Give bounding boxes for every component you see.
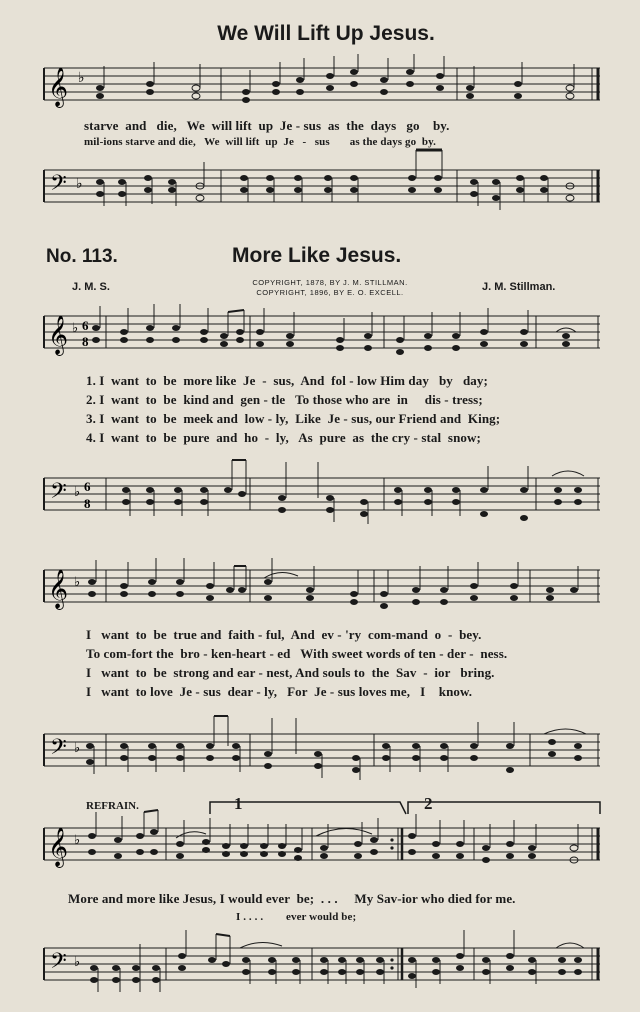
system1-treble-staff: [0, 308, 640, 368]
copyright-line-2: COPYRIGHT, 1896, BY E. O. EXCELL.: [256, 288, 404, 297]
time-signature-bottom: 8: [82, 334, 89, 349]
verse-4-line-1: 4. I want to be pure and ho - ly, As pure as the cry - stal snow;: [86, 430, 481, 445]
time-signature-top: 6: [82, 318, 89, 333]
svg-text:♭: ♭: [74, 955, 81, 970]
top-lyrics-line-1: starve and die, We will lift up Je - sus as the days go by.: [84, 118, 450, 133]
composer: J. M. Stillman.: [482, 281, 556, 293]
refrain-lyrics-line-2: I . . . . ever would be;: [236, 911, 357, 923]
system1-bass-staff: [0, 460, 640, 530]
svg-text:♭: ♭: [74, 833, 81, 848]
words-author: J. M. S.: [72, 281, 110, 293]
svg-text:♭: ♭: [78, 70, 85, 86]
svg-text:𝄢: 𝄢: [50, 735, 67, 765]
svg-text:♭: ♭: [74, 741, 81, 756]
svg-text:𝄢: 𝄢: [50, 171, 67, 201]
svg-text:♭: ♭: [74, 485, 81, 500]
svg-text:𝄢: 𝄢: [50, 949, 67, 979]
verse-2-line-2: To com-fort the bro - ken-heart - ed With sweet words of ten - der - ness.: [86, 646, 508, 661]
hymn-title: More Like Jesus.: [232, 244, 402, 267]
svg-text:♭: ♭: [76, 176, 83, 192]
copyright-line-1: COPYRIGHT, 1878, BY J. M. STILLMAN.: [252, 278, 408, 287]
top-lyrics-line-2: mil-ions starve and die, We will lift up Je - sus as the days go by.: [84, 136, 436, 148]
refrain-lyrics-line-1: More and more like Jesus, I would ever be; . . . My Sav-ior who died for me.: [68, 891, 516, 906]
verse-1-line-2: I want to be true and faith - ful, And ev - 'ry com-mand o - bey.: [86, 627, 482, 642]
hymn-number: No. 113.: [46, 246, 118, 267]
verse-1-line-1: 1. I want to be more like Je - sus, And fol - low Him day by day;: [86, 373, 488, 388]
top-hymn-title: We Will Lift Up Jesus.: [217, 22, 435, 45]
svg-text:♭: ♭: [72, 321, 79, 336]
svg-text:𝄞: 𝄞: [48, 67, 69, 107]
top-bass-staff: [0, 160, 640, 220]
refrain-bass-staff: [0, 926, 640, 996]
copyright-notice: [210, 278, 450, 298]
verse-2-line-1: 2. I want to be kind and gen - tle To those who are in dis - tress;: [86, 392, 483, 407]
svg-text:6: 6: [84, 479, 91, 494]
refrain-treble-staff: [0, 818, 640, 878]
top-treble-staff: [0, 60, 640, 120]
svg-text:𝄞: 𝄞: [48, 569, 69, 609]
system2-treble-staff: [0, 562, 640, 622]
second-ending-number: 2: [424, 794, 433, 813]
svg-text:♭: ♭: [74, 575, 81, 590]
svg-text:𝄞: 𝄞: [48, 827, 69, 867]
refrain-label: REFRAIN.: [86, 800, 139, 812]
svg-text:𝄞: 𝄞: [48, 315, 69, 355]
svg-text:𝄢: 𝄢: [50, 479, 67, 509]
svg-text:8: 8: [84, 496, 91, 511]
verse-3-line-2: I want to be strong and ear - nest, And souls to the Sav - ior bring.: [86, 665, 495, 680]
verse-4-line-2: I want to love Je - sus dear - ly, For Je - sus loves me, I know.: [86, 684, 473, 699]
first-ending-number: 1: [234, 794, 243, 813]
verse-3-line-1: 3. I want to be meek and low - ly, Like Je - sus, our Friend and King;: [86, 411, 501, 426]
system2-bass-staff: [0, 712, 640, 782]
